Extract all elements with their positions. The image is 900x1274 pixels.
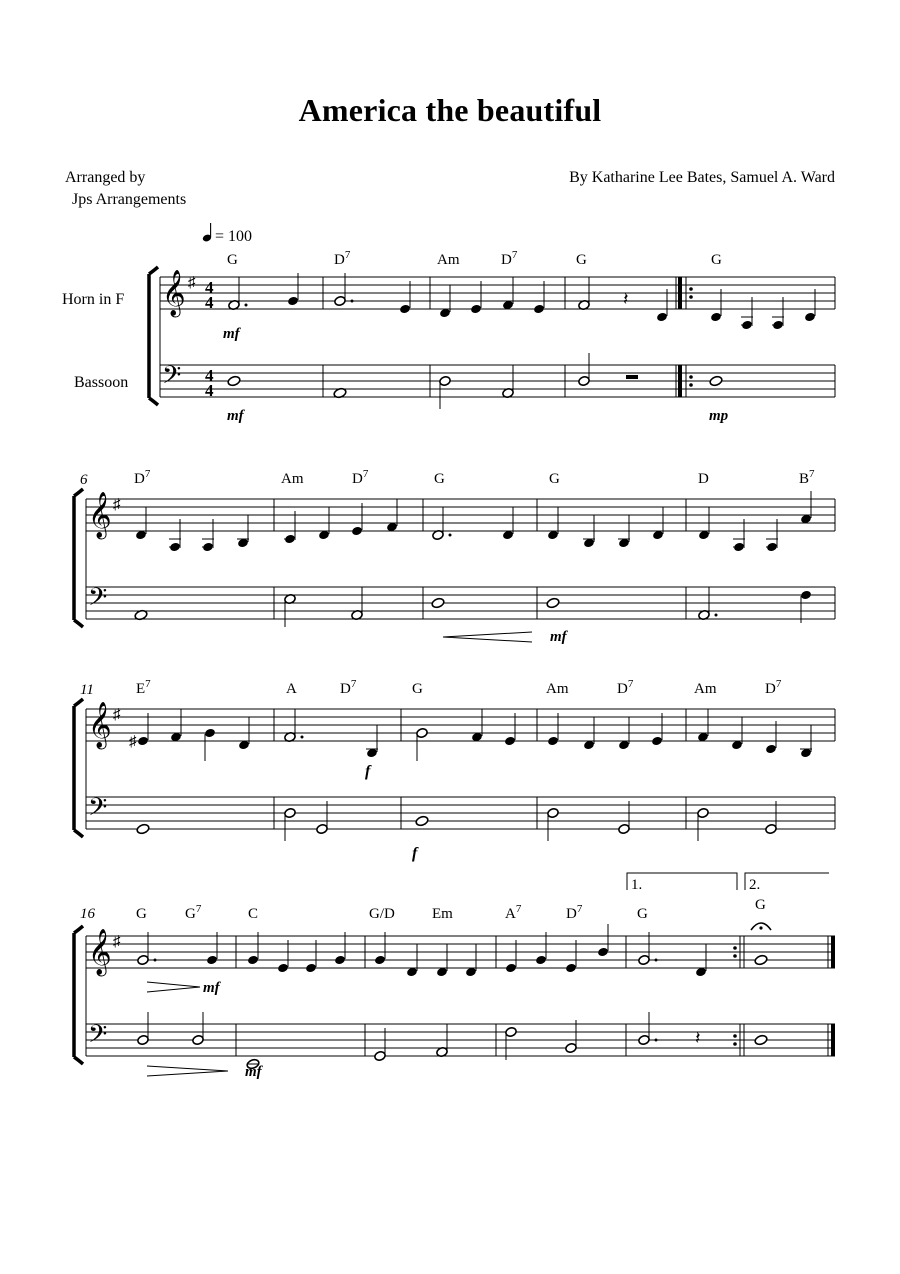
bassoon-notes-1 xyxy=(227,375,723,399)
sharp-icon: ♯ xyxy=(113,497,121,513)
bass-clef-icon: 𝄢 xyxy=(162,362,182,395)
instrument-horn: Horn in F xyxy=(62,291,125,308)
dynamic-mf: mf xyxy=(223,326,240,342)
system-1 xyxy=(149,249,835,424)
volta-brackets xyxy=(627,873,829,890)
svg-text:B7: $B^7$ xyxy=(799,468,815,487)
svg-text:D: D xyxy=(698,471,709,487)
chord-symbols xyxy=(134,468,815,487)
svg-text:D7: $D^7$ xyxy=(501,249,518,268)
svg-text:Am: Am xyxy=(437,252,460,268)
dynamic-mp: mp xyxy=(709,408,729,424)
treble-clef-icon: 𝄞 xyxy=(88,929,112,974)
svg-text:D7: $D^7$ xyxy=(134,468,151,487)
bass-clef-icon: 𝄢 xyxy=(88,794,108,827)
decrescendo-hairpin xyxy=(147,1066,228,1076)
measure-number: 16 xyxy=(80,906,95,922)
svg-text:G: G xyxy=(136,906,147,922)
score-title: America the beautiful xyxy=(298,92,602,128)
svg-text:G: G xyxy=(434,471,445,487)
dynamic-mf: mf xyxy=(203,980,220,996)
composer-credit: By Katharine Lee Bates, Samuel A. Ward xyxy=(569,169,835,186)
svg-text:D7: $D^7$ xyxy=(352,468,369,487)
treble-clef-icon: 𝄞 xyxy=(162,270,186,315)
tempo-text: = 100 xyxy=(215,228,253,245)
svg-text:G: G xyxy=(755,897,766,913)
dynamic-mf: mf xyxy=(245,1064,262,1080)
svg-text:D7: $D^7$ xyxy=(566,903,583,922)
svg-text:G: G xyxy=(576,252,587,268)
svg-text:E7: $E^7$ xyxy=(136,678,151,697)
svg-text:Am: Am xyxy=(546,681,569,697)
arranger-label: Arranged by xyxy=(65,169,146,186)
instrument-bassoon: Bassoon xyxy=(74,374,129,391)
sharp-icon: ♯ xyxy=(113,707,121,723)
dynamic-mf: mf xyxy=(227,408,244,424)
dynamic-mf: mf xyxy=(550,629,567,645)
tempo-marking xyxy=(202,223,252,245)
bass-clef-icon: 𝄢 xyxy=(88,1021,108,1054)
svg-text:4: 4 xyxy=(205,381,214,400)
system-2 xyxy=(74,468,835,645)
svg-text:Am: Am xyxy=(694,681,717,697)
volta-2: 2. xyxy=(749,877,761,893)
svg-text:4: 4 xyxy=(205,293,214,312)
svg-text:G: G xyxy=(227,252,238,268)
svg-text:A7: $A^7$ xyxy=(505,903,522,922)
svg-text:G: G xyxy=(637,906,648,922)
chord-symbols xyxy=(227,249,722,268)
svg-text:C: C xyxy=(248,906,259,922)
svg-text:A: A xyxy=(286,681,297,697)
svg-text:G: G xyxy=(412,681,423,697)
svg-text:4: 4 xyxy=(205,366,214,385)
horn-notes-1 xyxy=(228,273,816,330)
svg-text:G: G xyxy=(549,471,560,487)
svg-text:𝄽: 𝄽 xyxy=(695,1028,701,1048)
bass-clef-icon: 𝄢 xyxy=(88,584,108,617)
svg-text:Am: Am xyxy=(281,471,304,487)
measure-number: 6 xyxy=(80,472,88,488)
treble-clef-icon: 𝄞 xyxy=(88,702,112,747)
arranger-name: Jps Arrangements xyxy=(72,191,187,208)
svg-text:D7: $D^7$ xyxy=(340,678,357,697)
svg-text:G: G xyxy=(711,252,722,268)
horn-notes-4 xyxy=(137,924,768,977)
system-4 xyxy=(74,873,835,1080)
svg-text:4: 4 xyxy=(205,278,214,297)
chord-symbols xyxy=(136,897,766,922)
volta-1: 1. xyxy=(631,877,643,893)
bassoon-notes-2 xyxy=(134,593,710,620)
svg-text:D7: $D^7$ xyxy=(617,678,634,697)
svg-text:G/D: G/D xyxy=(369,906,395,922)
decrescendo-hairpin xyxy=(147,982,200,992)
svg-text:Em: Em xyxy=(432,906,453,922)
dynamic-f: f xyxy=(365,763,371,780)
sharp-icon: ♯ xyxy=(113,934,121,950)
crescendo-hairpin xyxy=(443,632,532,642)
sharp-icon: ♯ xyxy=(188,275,196,291)
treble-clef-icon: 𝄞 xyxy=(88,492,112,537)
svg-text:D7: $D^7$ xyxy=(334,249,351,268)
system-3 xyxy=(74,678,835,862)
dynamic-f: f xyxy=(412,845,418,862)
svg-text:♯: ♯ xyxy=(129,734,137,750)
measure-number: 11 xyxy=(80,682,94,698)
svg-text:𝄽: 𝄽 xyxy=(623,289,629,309)
svg-text:G7: $G^7$ xyxy=(185,903,202,922)
horn-notes-2 xyxy=(135,491,812,552)
chord-symbols xyxy=(136,678,782,697)
svg-text:D7: $D^7$ xyxy=(765,678,782,697)
